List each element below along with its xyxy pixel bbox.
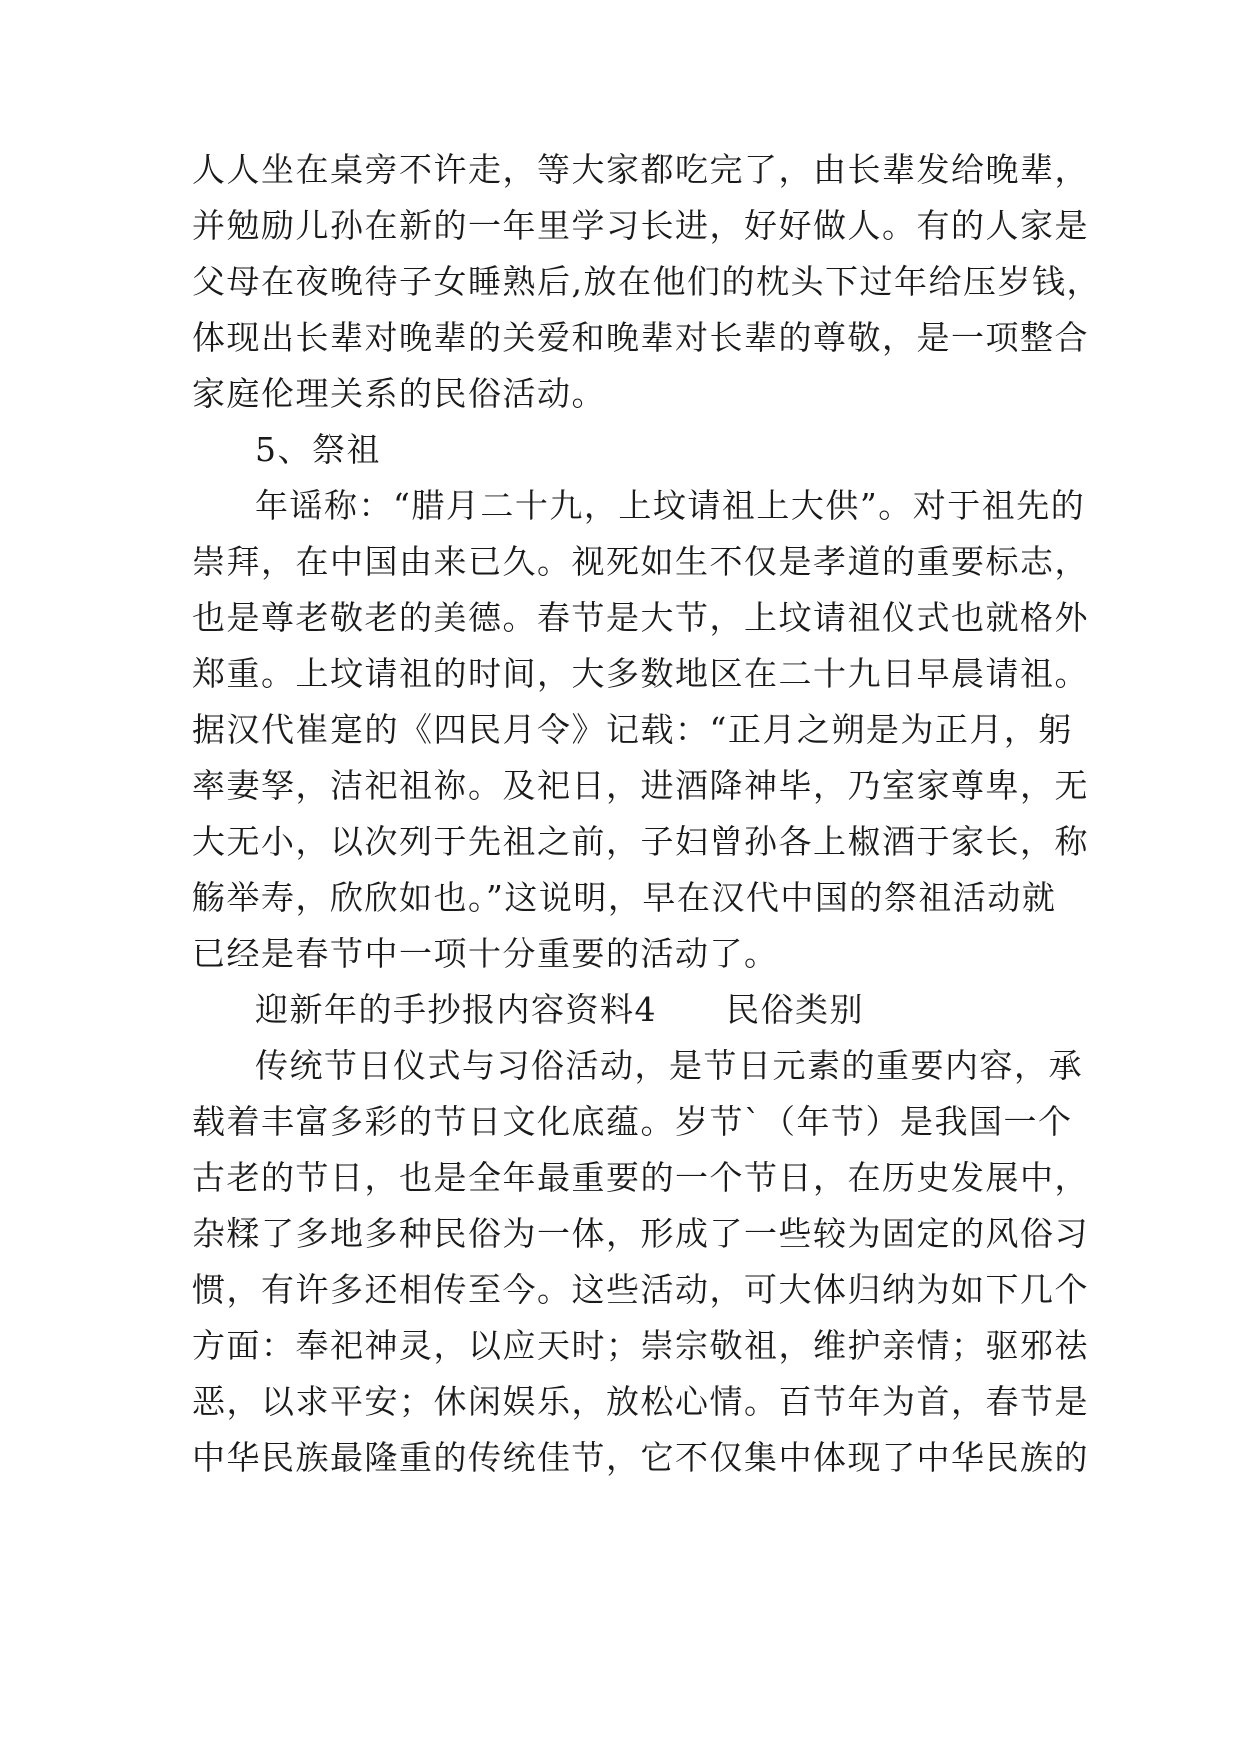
section-heading-ancestor-worship: 5、祭祖 [255, 430, 381, 469]
text-line-19: 古老的节日，也是全年最重要的一个节日，在历史发展中， [192, 1158, 1089, 1197]
text-line-17: 传统节日仪式与习俗活动，是节日元素的重要内容，承 [255, 1046, 1083, 1085]
text-line-10: 郑重。上坟请祖的时间，大多数地区在二十九日早晨请祖。 [192, 654, 1089, 693]
text-line-20: 杂糅了多地多种民俗为一体，形成了一些较为固定的风俗习 [192, 1214, 1089, 1253]
section-heading-folk-customs: 迎新年的手抄报内容资料4 民俗类别 [255, 990, 864, 1029]
text-line-13: 大无小，以次列于先祖之前，子妇曾孙各上椒酒于家长，称 [192, 822, 1089, 861]
text-line-24: 中华民族最隆重的传统佳节，它不仅集中体现了中华民族的 [192, 1438, 1089, 1477]
text-line-5: 家庭伦理关系的民俗活动。 [192, 374, 606, 413]
text-line-18: 载着丰富多彩的节日文化底蕴。岁节`（年节）是我国一个 [192, 1102, 1073, 1141]
text-line-12: 率妻孥，洁祀祖祢。及祀日，进酒降神毕，乃室家尊卑，无 [192, 766, 1089, 805]
text-line-7: 年谣称：“腊月二十九，上坟请祖上大供”。对于祖先的 [255, 486, 1086, 525]
text-line-11: 据汉代崔寔的《四民月令》记载：“正月之朔是为正月，躬 [192, 710, 1073, 749]
text-line-8: 崇拜，在中国由来已久。视死如生不仅是孝道的重要标志， [192, 542, 1089, 581]
text-line-21: 惯，有许多还相传至今。这些活动，可大体归纳为如下几个 [192, 1270, 1089, 1309]
text-line-15: 已经是春节中一项十分重要的活动了。 [192, 934, 779, 973]
text-line-2: 并勉励儿孙在新的一年里学习长进，好好做人。有的人家是 [192, 206, 1089, 245]
text-line-1: 人人坐在桌旁不许走，等大家都吃完了，由长辈发给晚辈， [192, 150, 1089, 189]
text-line-4: 体现出长辈对晚辈的关爱和晚辈对长辈的尊敬，是一项整合 [192, 318, 1089, 357]
text-line-9: 也是尊老敬老的美德。春节是大节，上坟请祖仪式也就格外 [192, 598, 1089, 637]
text-line-23: 恶，以求平安；休闲娱乐，放松心情。百节年为首，春节是 [192, 1382, 1089, 1421]
text-line-3: 父母在夜晚待子女睡熟后,放在他们的枕头下过年给压岁钱， [192, 262, 1101, 301]
text-line-14: 觞举寿，欣欣如也。”这说明，早在汉代中国的祭祖活动就 [192, 878, 1057, 917]
text-line-22: 方面：奉祀神灵，以应天时；崇宗敬祖，维护亲情；驱邪祛 [192, 1326, 1089, 1365]
